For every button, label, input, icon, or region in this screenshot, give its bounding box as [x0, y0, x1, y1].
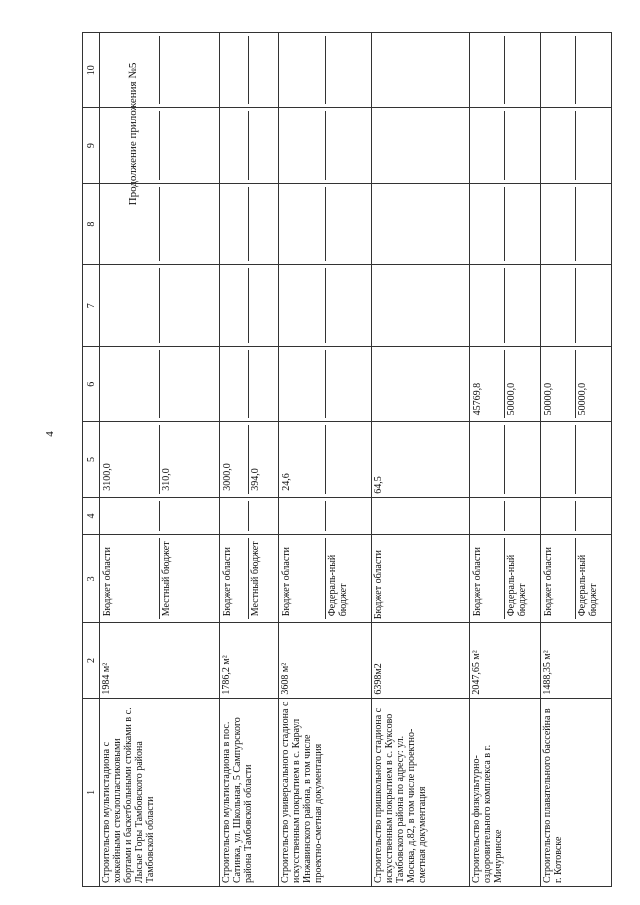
page-number: 4 [44, 431, 56, 437]
amount-value: 50000,0 [575, 350, 610, 418]
header-col-7: 7 [83, 265, 100, 347]
table-row [278, 33, 371, 887]
object-name: Строительство мультистадиона с хоккейными стеклопластиковыми бортами и баскетбольными стойками в с. Лысые Горы Тамбовского района Тамбовской области [100, 698, 220, 886]
appendix-title: Продолжение приложения №5 [127, 62, 139, 206]
funding-source: Бюджет области [102, 546, 113, 617]
amount-value: 50000,0 [542, 382, 554, 416]
table-row [469, 33, 540, 887]
object-area: 1786,2 м² [219, 623, 278, 698]
object-area: 2047,65 м² [469, 623, 540, 698]
table-row [219, 33, 278, 887]
funding-source-cell [469, 535, 540, 623]
table-row [372, 33, 470, 887]
header-col-4: 4 [83, 497, 100, 535]
amount-value: 45769,8 [471, 382, 483, 416]
table-header-row [83, 33, 100, 887]
table-container [82, 32, 612, 887]
amount-value: 50000,0 [504, 350, 539, 418]
object-area: 3608 м² [278, 623, 371, 698]
col6-cell [469, 347, 540, 422]
amount-value [325, 425, 371, 493]
object-area: 6398м2 [372, 623, 470, 698]
funding-source-cell [278, 535, 371, 623]
object-name: Строительство универсального стадиона с искусственным покрытием в с. Караул Инжавинского района, в том числе проектно-сметная документация [278, 698, 371, 886]
amount-value: 3000,0 [221, 463, 233, 491]
funding-table [82, 32, 612, 887]
object-name: Строительство мультистадиона в пос. Сатинка, ул. Школьная, 5 Сампурского района Тамбовской области [219, 698, 278, 886]
amount-value: 394,0 [248, 425, 276, 493]
funding-source: Бюджет области [221, 546, 233, 617]
header-col-9: 9 [83, 108, 100, 183]
object-area: 1488,35 м² [540, 623, 611, 698]
funding-source: Федераль-ный бюджет [504, 538, 539, 619]
amount-value: 3100,0 [102, 463, 113, 491]
object-name: Строительство пришкольного стадиона с искусственным покрытием в с. Куксово Тамбовского района по адресу: ул. Москва, д.82, в том числе проектно-сметная документация [372, 698, 470, 886]
col5-cell [100, 422, 220, 497]
table-row [100, 33, 220, 887]
header-col-8: 8 [83, 183, 100, 265]
funding-source-cell [219, 535, 278, 623]
header-col-3: 3 [83, 535, 100, 623]
funding-source: Бюджет области [372, 535, 470, 623]
funding-source: Федераль-ный бюджет [575, 538, 610, 619]
header-col-1: 1 [83, 698, 100, 886]
header-col-6: 6 [83, 347, 100, 422]
object-name: Строительство физкультурно-оздоровительного комплекса в г. Мичуринске [469, 698, 540, 886]
funding-source-cell [100, 535, 220, 623]
object-area: 1984 м² [100, 623, 220, 698]
funding-source-cell [540, 535, 611, 623]
funding-source: Местный бюджет [248, 538, 276, 619]
col6-cell [100, 347, 220, 422]
amount-value: 310,0 [159, 425, 218, 493]
col5-cell [278, 422, 371, 497]
header-col-2: 2 [83, 623, 100, 698]
col6-cell [540, 347, 611, 422]
col5-cell [219, 422, 278, 497]
header-col-10: 10 [83, 33, 100, 108]
funding-source: Бюджет области [280, 546, 292, 617]
col4-cell [100, 497, 220, 535]
table-row [540, 33, 611, 887]
amount-value: 24,6 [280, 473, 292, 491]
funding-source: Федераль-ный бюджет [325, 538, 371, 619]
funding-source: Местный бюджет [159, 538, 218, 619]
header-col-5: 5 [83, 422, 100, 497]
amount-value: 64,5 [372, 422, 470, 497]
object-name: Строительство плавательного бассейна в г. Котовске [540, 698, 611, 886]
funding-source: Бюджет области [471, 546, 483, 617]
funding-source: Бюджет области [542, 546, 554, 617]
